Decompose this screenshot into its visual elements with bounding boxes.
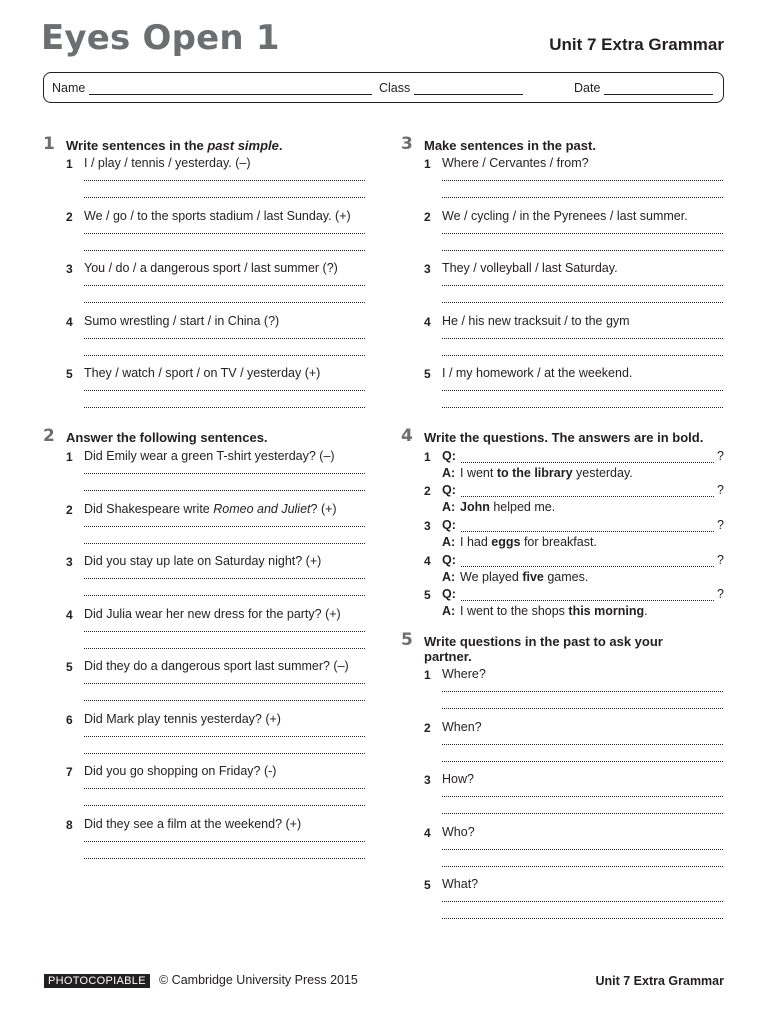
item-prompt: Did you go shopping on Friday? (-) bbox=[84, 764, 277, 778]
name-line[interactable] bbox=[89, 81, 372, 95]
answer-text-end: games. bbox=[543, 570, 589, 584]
item-number: 8 bbox=[66, 817, 73, 832]
date-field[interactable] bbox=[574, 81, 713, 95]
answer-line[interactable] bbox=[442, 918, 723, 919]
question-mark: ? bbox=[717, 449, 724, 463]
answer-text bbox=[460, 604, 648, 618]
footer-unit-title: Unit 7 Extra Grammar bbox=[595, 974, 724, 988]
item-number: 3 bbox=[424, 773, 431, 787]
item-prompt: Did Emily wear a green T-shirt yesterday? (–) bbox=[84, 449, 335, 463]
item-prompt: I / my homework / at the weekend. bbox=[442, 366, 633, 380]
item-number: 3 bbox=[424, 519, 431, 533]
answer-bold: eggs bbox=[491, 535, 521, 549]
item-prompt: I / play / tennis / yesterday. (–) bbox=[84, 156, 251, 170]
answer-line[interactable] bbox=[442, 761, 723, 762]
answer-line[interactable] bbox=[84, 250, 365, 251]
question-label: Q: bbox=[442, 553, 456, 567]
question-answer-line[interactable] bbox=[461, 566, 714, 567]
student-info-box bbox=[43, 72, 724, 103]
section-1-title bbox=[66, 138, 283, 153]
item-number: 2 bbox=[424, 484, 431, 498]
section-2-number: 2 bbox=[43, 426, 55, 446]
item-number: 3 bbox=[66, 555, 73, 569]
answer-line[interactable] bbox=[84, 526, 365, 527]
answer-line[interactable] bbox=[84, 648, 365, 649]
brand-title: Eyes Open 1 bbox=[41, 18, 280, 58]
section-4-title bbox=[424, 430, 703, 445]
item-prompt: They / volleyball / last Saturday. bbox=[442, 261, 618, 275]
item-number: 1 bbox=[66, 450, 73, 464]
item-prompt: They / watch / sport / on TV / yesterday (+) bbox=[84, 366, 321, 380]
answer-line[interactable] bbox=[442, 180, 723, 181]
answer-bold: this morning bbox=[568, 604, 645, 618]
item-number: 1 bbox=[66, 157, 73, 171]
answer-line[interactable] bbox=[84, 407, 365, 408]
answer-line[interactable] bbox=[442, 708, 723, 709]
question-answer-line[interactable] bbox=[461, 462, 714, 463]
item-number: 6 bbox=[66, 712, 73, 727]
section-4-title-end: . bbox=[699, 430, 704, 445]
answer-line[interactable] bbox=[84, 595, 365, 596]
answer-text-end: helped me. bbox=[489, 500, 556, 514]
section-2-title: Answer the following sentences. bbox=[66, 430, 268, 445]
answer-text-end: . bbox=[644, 604, 648, 618]
answer-line[interactable] bbox=[84, 631, 365, 632]
date-label: Date bbox=[574, 81, 601, 95]
answer-line[interactable] bbox=[84, 788, 365, 789]
answer-line[interactable] bbox=[84, 578, 365, 579]
section-1-title-end: . bbox=[278, 138, 283, 153]
item-number: 4 bbox=[424, 554, 431, 568]
question-label: Q: bbox=[442, 449, 456, 463]
item-prompt: He / his new tracksuit / to the gym bbox=[442, 313, 630, 328]
answer-line[interactable] bbox=[442, 285, 723, 286]
question-answer-line[interactable] bbox=[461, 531, 714, 532]
answer-line[interactable] bbox=[84, 700, 365, 701]
answer-line[interactable] bbox=[84, 302, 365, 303]
item-number: 4 bbox=[424, 314, 431, 329]
item-prompt-end: ? (+) bbox=[310, 501, 337, 516]
item-number: 1 bbox=[424, 157, 431, 171]
section-3-title: Make sentences in the past. bbox=[424, 138, 596, 153]
question-label: Q: bbox=[442, 483, 456, 497]
item-prompt: How? bbox=[442, 772, 474, 786]
section-1-number: 1 bbox=[43, 134, 55, 154]
item-prompt: Did you stay up late on Saturday night? (+) bbox=[84, 554, 322, 568]
answer-label: A: bbox=[442, 535, 456, 549]
answer-line[interactable] bbox=[84, 753, 365, 754]
class-label: Class bbox=[379, 81, 411, 95]
answer-text-start: I had bbox=[460, 535, 492, 549]
item-number: 3 bbox=[66, 262, 73, 276]
item-prompt: When? bbox=[442, 719, 482, 734]
name-field[interactable] bbox=[52, 81, 372, 95]
section-1-title-emphasis: past simple bbox=[207, 138, 279, 153]
question-answer-line[interactable] bbox=[461, 600, 714, 601]
answer-line[interactable] bbox=[442, 901, 723, 902]
item-number: 4 bbox=[66, 607, 73, 622]
section-5-title-line-2: partner. bbox=[424, 649, 472, 664]
item-prompt: Did Julia wear her new dress for the party? (+) bbox=[84, 606, 341, 621]
answer-line[interactable] bbox=[84, 180, 365, 181]
answer-bold: to the library bbox=[496, 466, 573, 480]
item-number: 1 bbox=[424, 450, 431, 464]
answer-line[interactable] bbox=[84, 285, 365, 286]
answer-line[interactable] bbox=[442, 866, 723, 867]
answer-line[interactable] bbox=[442, 407, 723, 408]
answer-line[interactable] bbox=[442, 849, 723, 850]
item-number: 2 bbox=[424, 209, 431, 224]
section-4-title-bold: bold bbox=[672, 430, 700, 445]
answer-text bbox=[460, 500, 555, 514]
item-number: 5 bbox=[424, 588, 431, 602]
answer-line[interactable] bbox=[442, 390, 723, 391]
section-5-number: 5 bbox=[401, 630, 413, 650]
answer-line[interactable] bbox=[84, 197, 365, 198]
answer-text-start: I went bbox=[460, 466, 497, 480]
section-4-number: 4 bbox=[401, 426, 413, 446]
item-prompt: We / go / to the sports stadium / last Sunday. (+) bbox=[84, 208, 351, 223]
answer-line[interactable] bbox=[442, 355, 723, 356]
answer-label: A: bbox=[442, 466, 456, 480]
class-field[interactable] bbox=[379, 81, 523, 95]
section-4-title-text: Write the questions. The answers are in bbox=[424, 430, 673, 445]
answer-line[interactable] bbox=[442, 338, 723, 339]
item-number: 5 bbox=[424, 878, 431, 892]
item-number: 2 bbox=[66, 502, 73, 517]
answer-line[interactable] bbox=[84, 841, 365, 842]
answer-line[interactable] bbox=[84, 233, 365, 234]
answer-text-start: We played bbox=[460, 570, 523, 584]
question-mark: ? bbox=[717, 553, 724, 567]
answer-label: A: bbox=[442, 570, 456, 584]
item-prompt: Where? bbox=[442, 667, 486, 681]
item-number: 4 bbox=[424, 825, 431, 840]
answer-bold: five bbox=[522, 570, 544, 584]
item-prompt: Did they do a dangerous sport last summer? (–) bbox=[84, 659, 349, 673]
item-number: 2 bbox=[424, 720, 431, 735]
answer-line[interactable] bbox=[442, 744, 723, 745]
item-number: 2 bbox=[66, 209, 73, 224]
section-1-title-text: Write sentences in the bbox=[66, 138, 208, 153]
question-mark: ? bbox=[717, 483, 724, 497]
answer-line[interactable] bbox=[442, 302, 723, 303]
answer-text-start: I went to the shops bbox=[460, 604, 569, 618]
question-mark: ? bbox=[717, 587, 724, 601]
answer-line[interactable] bbox=[84, 490, 365, 491]
answer-text-end: for breakfast. bbox=[520, 535, 597, 549]
item-prompt: You / do / a dangerous sport / last summer (?) bbox=[84, 261, 338, 275]
answer-line[interactable] bbox=[84, 355, 365, 356]
question-label: Q: bbox=[442, 518, 456, 532]
item-prompt: What? bbox=[442, 877, 479, 891]
item-number: 5 bbox=[66, 367, 73, 381]
item-prompt: Did Mark play tennis yesterday? (+) bbox=[84, 711, 281, 726]
class-line[interactable] bbox=[414, 81, 523, 95]
item-prompt-title: Romeo and Juliet bbox=[213, 501, 311, 516]
item-prompt: Who? bbox=[442, 824, 475, 839]
section-5-title-line-1: Write questions in the past to ask your bbox=[424, 634, 663, 649]
question-label: Q: bbox=[442, 587, 456, 601]
date-line[interactable] bbox=[604, 81, 713, 95]
section-3-number: 3 bbox=[401, 134, 413, 154]
item-prompt-text: Did Shakespeare write bbox=[84, 501, 214, 516]
answer-line[interactable] bbox=[84, 683, 365, 684]
answer-line[interactable] bbox=[442, 233, 723, 234]
answer-line[interactable] bbox=[442, 796, 723, 797]
answer-text bbox=[460, 466, 633, 480]
name-label: Name bbox=[52, 81, 86, 95]
item-prompt: Sumo wrestling / start / in China (?) bbox=[84, 313, 280, 328]
item-number: 7 bbox=[66, 765, 73, 779]
answer-line[interactable] bbox=[84, 543, 365, 544]
answer-label: A: bbox=[442, 500, 456, 514]
copyright-text: © Cambridge University Press 2015 bbox=[159, 973, 358, 987]
answer-bold: John bbox=[460, 500, 490, 514]
answer-line[interactable] bbox=[84, 858, 365, 859]
answer-line[interactable] bbox=[84, 736, 365, 737]
answer-line[interactable] bbox=[84, 390, 365, 391]
item-number: 5 bbox=[66, 660, 73, 674]
item-number: 3 bbox=[424, 262, 431, 276]
question-mark: ? bbox=[717, 518, 724, 532]
answer-line[interactable] bbox=[84, 473, 365, 474]
question-answer-line[interactable] bbox=[461, 496, 714, 497]
answer-line[interactable] bbox=[84, 805, 365, 806]
answer-line[interactable] bbox=[442, 813, 723, 814]
photocopiable-badge: PHOTOCOPIABLE bbox=[44, 974, 150, 988]
answer-text bbox=[460, 570, 588, 584]
item-prompt: Where / Cervantes / from? bbox=[442, 156, 589, 170]
item-prompt: Did they see a film at the weekend? (+) bbox=[84, 816, 302, 831]
item-number: 5 bbox=[424, 367, 431, 381]
answer-label: A: bbox=[442, 604, 456, 618]
answer-line[interactable] bbox=[442, 250, 723, 251]
section-5-title bbox=[424, 634, 663, 664]
unit-title: Unit 7 Extra Grammar bbox=[549, 35, 724, 54]
answer-text bbox=[460, 535, 597, 549]
answer-line[interactable] bbox=[442, 691, 723, 692]
item-number: 4 bbox=[66, 314, 73, 329]
item-prompt: We / cycling / in the Pyrenees / last summer. bbox=[442, 208, 688, 223]
answer-text-end: yesterday. bbox=[572, 466, 633, 480]
item-prompt bbox=[84, 502, 337, 516]
answer-line[interactable] bbox=[442, 197, 723, 198]
item-number: 1 bbox=[424, 668, 431, 682]
answer-line[interactable] bbox=[84, 338, 365, 339]
